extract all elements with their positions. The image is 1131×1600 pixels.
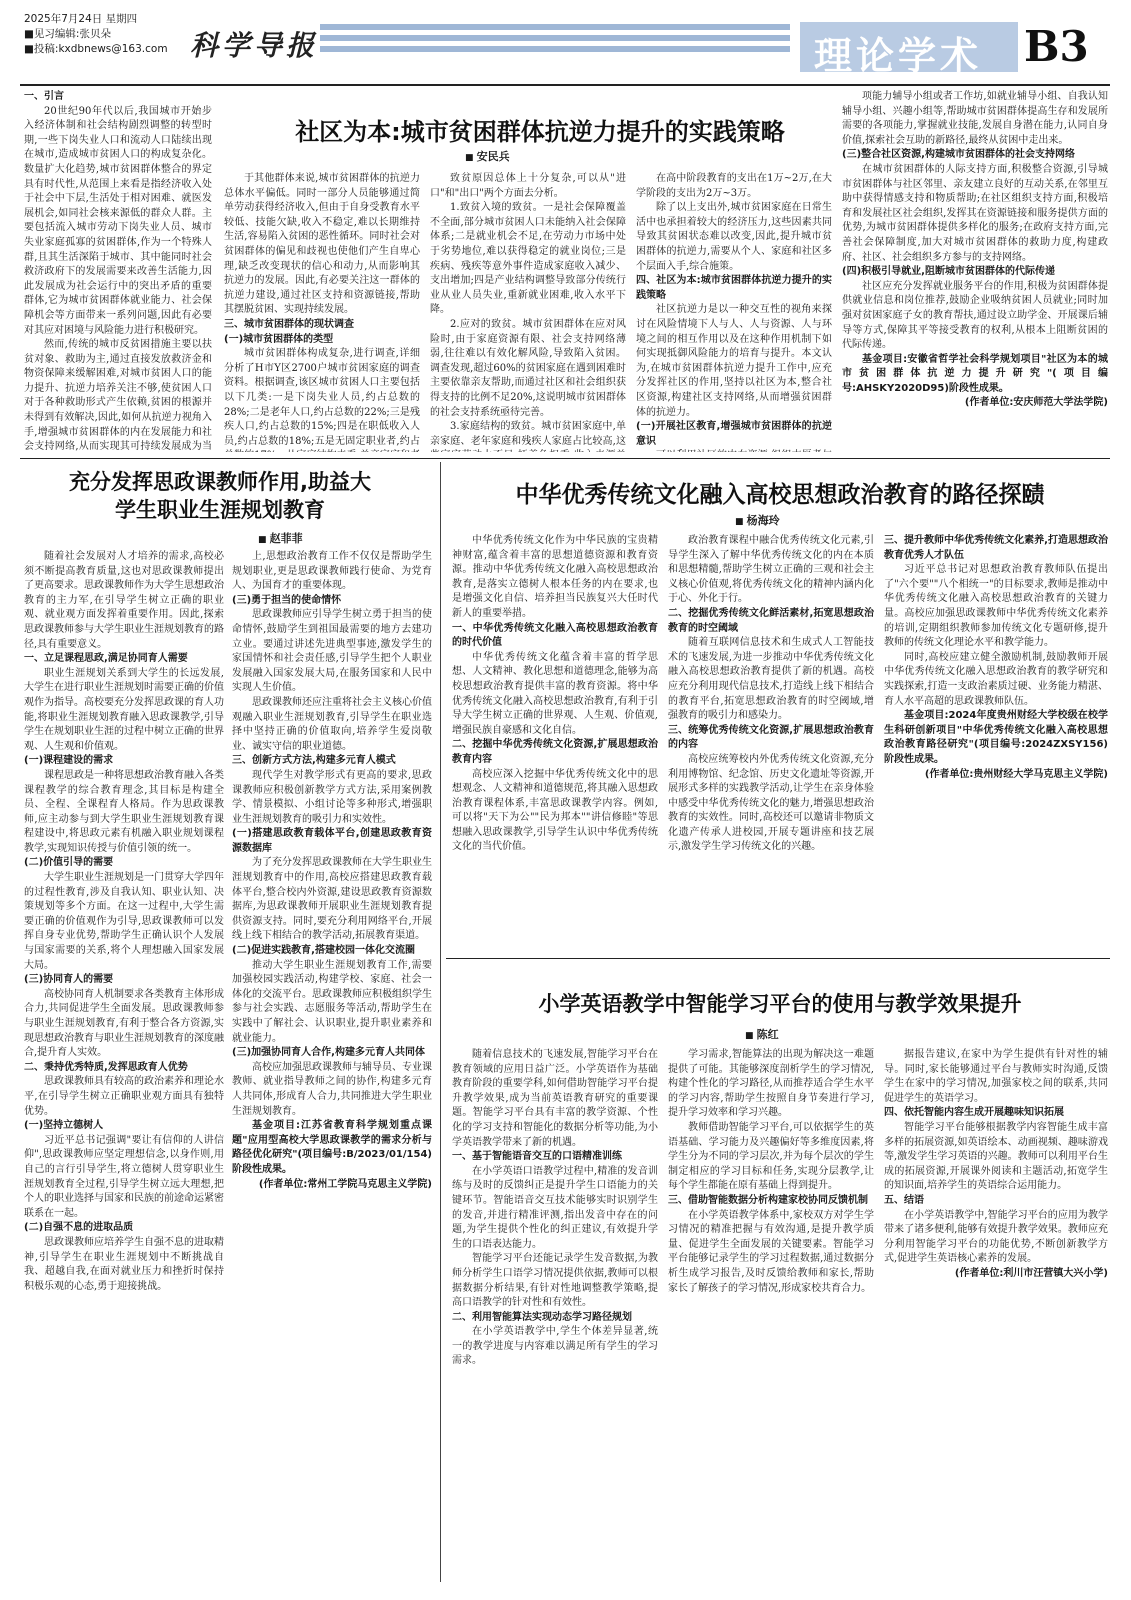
- paragraph: 致贫原因总体上十分复杂,可以从"进口"和"出口"两个方面去分析。: [430, 173, 626, 199]
- article-4-col-3: [884, 1048, 1108, 1580]
- paragraph: 在小学英语教学体系中,家校双方对学生学习情况的精准把握与有效沟通,是提升教学质量、促进学生全面发展的关键要素。智能学习平台能够记录学生的学习过程数据,通过数据分析生成学习报告,及时反馈给教师和家长,帮助家长了解孩子的学习情况,形成家校共育合力。: [668, 1209, 874, 1294]
- paragraph: 2.应对的致贫。城市贫困群体在应对风险时,由于家庭资源有限、社会支持网络薄弱,往往难以有效化解风险,导致陷入贫困。调查发现,超过60%的贫困家庭在遇到困难时主要依靠亲友帮助,而通过社区和社会组织获得支持的比例不足20%,这说明城市贫困群体的社会支持系统亟待完善。: [430, 318, 626, 418]
- paragraph: 然而,传统的城市反贫困措施主要以扶贫对象、救助为主,通过直接发放救济金和物资保障来缓解困难,对城市贫困人口的能力提升、抗逆力培养关注不够,使贫困人口对于各种救助形式产生依赖,贫困的根源并未得到有效解决,因此,如何从抗逆力视角入手,增强城市贫困群体的内在发展能力和社会支持网络,从而实现其可持续发展成为当: [24, 339, 212, 452]
- article-2-byline: ■ 赵菲菲: [258, 530, 303, 546]
- subheading: (三)协同育人的需要: [24, 974, 114, 986]
- paragraph: 为了充分发挥思政课教师在大学生职业生涯规划教育中的作用,高校应搭建思政教育载体平台,整合校内外资源,建设思政教育资源数据库,为思政课教师开展职业生涯规划教育提供资源支持。同时,要充分利用网络平台,开展线上线下相结合的教学活动,拓展教育渠道。: [232, 857, 432, 942]
- paragraph: 学习需求,智能算法的出现为解决这一难题提供了可能。其能够深度剖析学生的学习情况,构建个性化的学习路径,从而推荐适合学生水平的学习内容,帮助学生按照自身节奏进行学习,提升学习效率和学习兴趣。: [668, 1049, 874, 1119]
- paragraph: 教师借助智能学习平台,可以依据学生的英语基础、学习能力及兴趣偏好等多维度因素,将学生分为不同的学习层次,并为每个层次的学生制定相应的学习目标和任务,实现分层教学,让每个学生都能在原有基础上得到提升。: [668, 1121, 874, 1192]
- paragraph: 高校应加强思政课教师与辅导员、专业课教师、就业指导教师之间的协作,构建多元育人共同体,形成育人合力,共同推进大学生职业生涯规划教育。: [232, 1061, 432, 1117]
- subheading: (一)城市贫困群体的类型: [224, 333, 334, 345]
- article-3-col-3: [884, 534, 1108, 952]
- paragraph: 据报告建议,在家中为学生提供有针对性的辅导。同时,家长能够通过平台与教师实时沟通,反馈学生在家中的学习情况,加强家校之间的联系,共同促进学生的英语学习。: [884, 1049, 1108, 1104]
- subheading: (三)整合社区资源,构建城市贫困群体的社会支持网络: [842, 149, 1075, 161]
- article-4-byline: ■ 陈红: [745, 1026, 779, 1042]
- subheading: (二)促进实践教育,搭建校园一体化交流圈: [232, 945, 415, 957]
- section-banner: [800, 22, 1018, 78]
- fund-note: 基金项目:安徽省哲学社会科学规划项目"社区为本的城市贫困群体抗逆力提升研究"(项目编号:AHSKY2020D95)阶段性成果。: [842, 353, 1108, 394]
- subheading: 一、引言: [24, 91, 64, 102]
- paragraph: 大学生职业生涯规划是一门贯穿大学四年的过程性教育,涉及自我认知、职业认知、决策规划等多个方面。在这一过程中,大学生需要正确的价值观作为引导,思政课教师可以发挥自身专业优势,帮助学生正确认识个人发展与国家需要的关系,将个人理想融入国家发展大局。: [24, 872, 224, 971]
- paragraph: 职业生涯规划关系到大学生的长远发展,大学生在进行职业生涯规划时需要正确的价值观作为指导。高校要充分发挥思政课的育人功能,将职业生涯规划教育融入思政课教学,引导学生在规划职业生涯的过程中树立正确的世界观、人生观和价值观。: [24, 667, 224, 752]
- section-rule-2: [446, 958, 1110, 959]
- submission-email: ■投稿:kxdbnews@163.com: [24, 43, 168, 55]
- paragraph: 社区应充分发挥就业服务平台的作用,积极为贫困群体提供就业信息和岗位推荐,鼓励企业吸纳贫困人员就业;同时加强对贫困家庭子女的教育帮扶,通过设立助学金、开展课后辅导等方式,保障其平等接受教育的权利,从根本上阻断贫困的代际传递。: [842, 280, 1108, 351]
- author-affiliation: (作者单位:常州工学院马克思主义学院): [258, 1178, 432, 1190]
- paragraph: 城市贫困群体构成复杂,进行调查,详细分析了H市Y区2700户城市贫困家庭的调查资料。根据调查,该区城市贫困人口主要包括以下几类:一是下岗失业人员,约占总数的28%;二是老年人口,约占总数的22%;三是残疾人口,约占总数的15%;四是在职低收入人员,约占总数的18%;五是无固定职业者,约占: [224, 348, 420, 447]
- editor-credit: ■见习编辑:张贝朵: [24, 28, 111, 40]
- header-rule: [20, 84, 1110, 86]
- subheading: (一)课程建设的需求: [24, 755, 114, 767]
- paragraph: 随着信息技术的飞速发展,智能学习平台在教育领域的应用日益广泛。小学英语作为基础教育阶段的重要学科,如何借助智能学习平台提升教学效果,成为当前英语教育研究的重要课题。智能学习平台具有丰富的教学资源、个性化的学习支持和智能化的数据分析等功能,为小学英语教学带来了新的机遇。: [452, 1049, 658, 1148]
- subheading: (二)自强不息的进取品质: [24, 1222, 134, 1234]
- paragraph: 在高中阶段教育的支出在1万~2万,在大学阶段的支出为2万~3万。: [636, 173, 832, 199]
- subheading: 二、秉持优秀特质,发挥思政育人优势: [24, 1061, 188, 1073]
- subheading: 四、社区为本:城市贫困群体抗逆力提升的实践策略: [636, 275, 832, 301]
- paragraph: 于其他群体来说,城市贫困群体的抗逆力总体水平偏低。同时一部分人员能够通过简单劳动获得经济收入,但由于自身受教育水平较低、技能欠缺,收入不稳定,难以长期维持生活,容易陷入贫困的恶性循环。同时社会对贫困群体的偏见和歧视也使他们产生自卑心理,缺乏改变现状的信心和动力,从而影响其抗逆力的发展。因此,有必要关注这一群体的抗逆力建设,通过社区支持和资源链接,帮助其摆脱贫困、实现持续发展。: [224, 173, 420, 316]
- newspaper-logo: 科学导报: [190, 29, 319, 62]
- paragraph: 中华优秀传统文化作为中华民族的宝贵精神财富,蕴含着丰富的思想道德资源和教育资源。推动中华优秀传统文化融入高校思想政治教育,是落实立德树人根本任务的内在要求,也是增强文化自信、培养担当民族复兴大任时代新人的重要举措。: [452, 535, 658, 619]
- article-1-title: 社区为本:城市贫困群体抗逆力提升的实践策略: [295, 118, 785, 146]
- paragraph: 高校应统筹校内外优秀传统文化资源,充分利用博物馆、纪念馆、历史文化遗址等资源,开展形式多样的实践教学活动,让学生在亲身体验中感受中华优秀传统文化的魅力,增强思想政治教育的实效性。同时,高校还可以邀请非物质文化遗产传承人进校园,开展专题讲座和技艺展示,激发学生学习传统文化的兴趣。: [668, 753, 874, 853]
- section-name: 理论学术: [814, 34, 983, 78]
- article-3-byline: ■ 杨海玲: [735, 512, 780, 528]
- paragraph: 智能学习平台能够根据教学内容智能生成丰富多样的拓展资源,如英语绘本、动画视频、趣味游戏等,激发学生学习英语的兴趣。教师可以利用平台生成的拓展资源,开展课外阅读和主题活动,拓宽学生的知识面,培养学生的英语综合运用能力。: [884, 1121, 1108, 1192]
- subheading: 五、结语: [884, 1194, 924, 1206]
- subheading: (四)积极引导就业,阻断城市贫困群体的代际传递: [842, 266, 1055, 278]
- subheading: 二、利用智能算法实现动态学习路径规划: [452, 1311, 632, 1323]
- column-divider: [440, 462, 441, 1582]
- article-4-title: 小学英语教学中智能学习平台的使用与教学效果提升: [538, 992, 1022, 1016]
- subheading: 三、统筹优秀传统文化资源,扩展思想政治教育的内容: [668, 724, 874, 751]
- fund-note: 基金项目:2024年度贵州财经大学校级在校学生科研创新项目"中华优秀传统文化融入高校思想政治教育路径研究"(项目编号:2024ZXSY156)阶段性成果。: [884, 710, 1108, 765]
- paragraph: 课程思政是一种将思想政治教育融入各类课程教学的综合教育理念,其目标是构建全员、全程、全课程育人格局。作为思政课教师,应主动参与到大学生职业生涯规划教育课程建设中,将思政元素有机融入职业规划课程教学,实现知识传授与价值引领的统一。: [24, 769, 224, 854]
- article-3-col-2: [668, 534, 874, 952]
- subheading: 三、借助智能数据分析构建家校协同反馈机制: [668, 1194, 868, 1206]
- paragraph: 1.致贫入境的致贫。一是社会保障覆盖不全面,部分城市贫困人口未能纳入社会保障体系;二是就业机会不足,在劳动力市场中处于劣势地位,难以获得稳定的就业岗位;三是疾病、残疾等意外事件造成家庭收入减少、支出增加;四是产业结构调整导致部分传统行业从业人员失业,重新就业困难,收入水平下降。: [430, 202, 626, 316]
- paragraph: 思政课教师应培养学生自强不息的进取精神,引导学生在职业生涯规划中不断挑战自我、超越自我,在面对就业压力和挫折时保持积极乐观的心态,勇于迎接挑战。: [24, 1236, 224, 1292]
- paragraph: 3.家庭结构的致贫。城市贫困家庭中,单亲家庭、老年家庭和残疾人家庭占比较高,这: [430, 421, 626, 447]
- article-3-title: 中华优秀传统文化融入高校思想政治教育的路径探赜: [515, 482, 1045, 508]
- subheading: (一)坚持立德树人: [24, 1120, 104, 1132]
- paragraph: 思政课教师还应注重将社会主义核心价值观融入职业生涯规划教育,引导学生在职业选择中坚持正确的价值取向,培养学生爱岗敬业、诚实守信的职业道德。: [232, 696, 432, 752]
- subheading: (三)加强协同育人合作,构建多元育人共同体: [232, 1047, 425, 1059]
- paragraph: 项能力辅导小组或者工作坊,如就业辅导小组、自我认知辅导小组、兴趣小组等,帮助城市贫困群体提高生存和发展所需要的各项能力,掌握就业技能,发展自身潜在能力,认同自身价值,探索社会互助的新路径,最终从贫困中走出来。: [842, 91, 1108, 146]
- paragraph: 同时,高校应建立健全激励机制,鼓励教师开展中华优秀传统文化融入思想政治教育的教学研究和实践探索,打造一支政治素质过硬、业务能力精湛、育人水平高超的思政课教师队伍。: [884, 651, 1108, 707]
- article-1-col-5: [842, 90, 1108, 452]
- paragraph: 社区抗逆力是以一种交互性的视角来探讨在风险情境下人与人、人与资源、人与环境之间的相互作用以及在这种作用机制下如何实现抵御风险能力的培育与提升。本文认为,在城市贫困群体抗逆力提升工作中,应充分发挥社区的作用,坚持以社区为本,整合社区资源,构建社区支持网络,从而增强贫困群体的抗逆力。: [636, 304, 832, 418]
- subheading: 二、挖掘中华优秀传统文化资源,扩展思想政治教育内容: [452, 739, 658, 765]
- paragraph: 智能学习平台还能记录学生发音数据,为教师分析学生口语学习情况提供依据,教师可以根据数据分析结果,有针对性地调整教学策略,提高口语教学的针对性和有效性。: [452, 1253, 658, 1309]
- subheading: 一、中华优秀传统文化融入高校思想政治教育的时代价值: [452, 622, 658, 649]
- article-2-col-2: [232, 550, 432, 1580]
- subheading: (一)开展社区教育,增强城市贫困群体的抗逆意识: [636, 421, 832, 447]
- paragraph: 在城市贫困群体的人际支持方面,积极整合资源,引导城市贫困群体与社区邻里、亲友建立良好的互动关系,在邻里互助中获得情感支持和物质帮助;在社区组织支持方面,积极培育和发展社区社会组织,发挥其在资源链接和服务提供方面的优势,为城市贫困群体提供多样化的服务;在政府支持方面,完善社会保障制度,加大对城市贫困群体的救助力度,构建政府、社区、社会组织多方参与的支持网络。: [842, 163, 1108, 263]
- decorative-bars: [320, 20, 790, 60]
- paragraph: 随着社会发展对人才培养的需求,高校必须不断提高教育质量,这也对思政课教师提出了更高要求。思政课教师作为大学生思想政治教育的主力军,在引导学生树立正确的职业观、就业观方面发挥着重要作用。因此,探索思政课教师参与大学生职业生涯规划教育的路径,具有重要意义。: [24, 551, 224, 650]
- article-2-title: 充分发挥思政课教师作用,助益大学生职业生涯规划教育: [69, 470, 371, 522]
- article-1-col-4: [636, 172, 832, 452]
- subheading: (二)价值引导的需要: [24, 857, 114, 869]
- paragraph: 随着互联网信息技术和生成式人工智能技术的飞速发展,为进一步推动中华优秀传统文化融入高校思想政治教育提供了新的机遇。高校应充分利用现代信息技术,打造线上线下相结合的教育平台,拓宽思想政治教育的时空阈域,增强教育的吸引力和感染力。: [668, 637, 874, 722]
- paragraph: 在小学英语教学中,智能学习平台的应用为教学带来了诸多便利,能够有效提升教学效果。教师应充分利用智能学习平台的功能优势,不断创新教学方式,促进学生英语核心素养的发展。: [884, 1209, 1108, 1265]
- article-1-col-2: [224, 172, 420, 452]
- subheading: 一、基于智能语音交互的口语精准训练: [452, 1151, 622, 1163]
- article-4-col-2: [668, 1048, 874, 1580]
- subheading: 三、提升教师中华优秀传统文化素养,打造思想政治教育优秀人才队伍: [884, 535, 1108, 561]
- subheading: 三、城市贫困群体的现状调查: [224, 318, 354, 330]
- section-rule-1: [20, 458, 1110, 459]
- paragraph: 上,思想政治教育工作不仅仅是帮助学生规划职业,更是思政课教师践行使命、为党育人、为国育才的重要体现。: [232, 551, 432, 592]
- paragraph: 中华优秀传统文化蕴含着丰富的哲学思想、人文精神、教化思想和道德理念,能够为高校思想政治教育提供丰富的教育资源。将中华优秀传统文化融入高校思想政治教育,有利于引导大学生树立正确的世界观、人生观、价值观,增强民族自豪感和文化自信。: [452, 651, 658, 736]
- article-3-col-1: [452, 534, 658, 952]
- paragraph: 政治教育课程中融合优秀传统文化元素,引导学生深入了解中华优秀传统文化的内在本质和思想精髓,帮助学生树立正确的三观和社会主义核心价值观,将优秀传统文化的精神内涵内化于心、外化于行。: [668, 535, 874, 605]
- paragraph: [636, 449, 832, 452]
- paragraph: 20世纪90年代以后,我国城市开始步入经济体制和社会结构剧烈调整的转型时期,一些下岗失业人口和流动人口陆续出现在城市,造成城市贫困人口的构成复杂化。数量扩大化趋势,城市贫困群体整合的界定具有时代性,从范围上来看是指经济收入处于社会中下层,生活处于相对困难、就医发展机会,如同社会核来源低的群众人群。主要包括流入城市劳动下岗失业人员、城市失业家庭孤寡的贫困群体,作为一个特殊人群,且其生活深陷于城市、其中能同时社会救济政府下的发展需要来改善生活能力,因此发展成为社会运行中的突出矛盾的重要群体,它为城市贫困群体就业能力、社会保障机会等方面带来一系列问题,因此有必要对其应对困境与风险能力进行积极研究。: [24, 105, 212, 336]
- paragraph: 思政课教师具有较高的政治素养和理论水平,在引导学生树立正确职业观方面具有独特优势。: [24, 1076, 224, 1117]
- paragraph: 习近平总书记对思想政治教育教师队伍提出了"六个要""八个相统一"的目标要求,教师是推动中华优秀传统文化融入高校思想政治教育的关键力量。高校应加强思政课教师中华优秀传统文化素养的培训,定期组织教师参加传统文化专题研修,提升教师的传统文化理论水平和教学能力。: [884, 564, 1108, 649]
- author-affiliation: (作者单位:利川市汪营镇大兴小学): [954, 1267, 1108, 1279]
- subheading: 四、依托智能内容生成开展趣味知识拓展: [884, 1107, 1064, 1119]
- author-affiliation: (作者单位:安庆师范大学法学院): [964, 397, 1108, 409]
- subheading: (一)搭建思政教育载体平台,创建思政教育资源数据库: [232, 828, 432, 854]
- paragraph: 高校协同育人机制要求各类教育主体形成合力,共同促进学生全面发展。思政课教师参与职业生涯规划教育,有利于整合各方资源,实现思想政治教育与职业生涯规划教育的深度融合,提升育人实效。: [24, 988, 224, 1059]
- paragraph: 推动大学生职业生涯规划教育工作,需要加强校园实践活动,构建学校、家庭、社会一体化的交流平台。思政课教师应积极组织学生参与社会实践、志愿服务等活动,帮助学生在实践中了解社会、认识职业,提升职业素养和就业能力。: [232, 959, 432, 1044]
- page-header: [0, 0, 1131, 88]
- paragraph: 在小学英语教学中,学生个体差异显著,统一的教学进度与内容难以满足所有学生的学习需求。: [452, 1326, 658, 1367]
- paragraph: 习近平总书记强调"要让有信仰的人讲信仰",思政课教师应坚定理想信念,以身作则,用自己的言行引导学生,将立德树人贯穿职业生涯规划教育全过程,引导学生树立远大理想,把个人的职业选择与国家和民族的前途命运紧密联系在一起。: [24, 1134, 224, 1219]
- subheading: (三)勇于担当的使命情怀: [232, 594, 342, 606]
- author-affiliation: (作者单位:贵州财经大学马克思主义学院): [924, 768, 1108, 780]
- subheading: 三、创新方式方法,构建多元育人模式: [232, 755, 396, 767]
- article-1-byline: ■ 安民兵: [465, 148, 510, 164]
- page-number: B3: [1024, 22, 1089, 71]
- paragraph: 高校应深入挖掘中华优秀传统文化中的思想观念、人文精神和道德规范,将其融入思想政治教育课程体系,丰富思政课教学内容。例如,可以将"天下为公""民为邦本""讲信修睦"等思想融入思政课教学,引导学生认识中华优秀传统文化的当代价值。: [452, 768, 658, 853]
- paragraph: 思政课教师应引导学生树立勇于担当的使命情怀,鼓励学生到祖国最需要的地方去建功立业。要通过讲述先进典型事迹,激发学生的家国情怀和社会责任感,引导学生把个人职业发展融入国家发展大局,在服务国家和人民中实现人生价值。: [232, 609, 432, 694]
- masthead-meta: [24, 12, 168, 57]
- article-1-col-1: [24, 90, 212, 452]
- fund-note: 基金项目:江苏省教育科学规划重点课题"应用型高校大学思政课教学的需求分析与路径优化研究"(项目编号:B/2023/01/154)阶段性成果。: [232, 1120, 432, 1175]
- subheading: 二、挖掘优秀传统文化鲜活素材,拓宽思想政治教育的时空阈域: [668, 607, 874, 634]
- paragraph: 除了以上支出外,城市贫困家庭在日常生活中也承担着较大的经济压力,这些因素共同导致其贫困状态难以改变,因此,提升城市贫困群体的抗逆力,需要从个人、家庭和社区多个层面入手,综合施策。: [636, 202, 832, 272]
- issue-date: 2025年7月24日 星期四: [24, 13, 138, 25]
- article-2-col-1: [24, 550, 224, 1580]
- article-1-col-3: [430, 172, 626, 452]
- article-4-col-1: [452, 1048, 658, 1580]
- subheading: 一、立足课程思政,满足协同育人需要: [24, 653, 188, 665]
- paragraph: 在小学英语口语教学过程中,精准的发音训练与及时的反馈纠正是提升学生口语能力的关键环节。智能语音交互技术能够实时识别学生的发音,并进行精准评测,指出发音中存在的问题,为学生提供个性化的纠正建议,有效提升学生的口语表达能力。: [452, 1165, 658, 1250]
- paragraph: 现代学生对教学形式有更高的要求,思政课教师应积极创新教学方式方法,采用案例教学、情景模拟、小组讨论等多种形式,增强职业生涯规划教育的吸引力和实效性。: [232, 769, 432, 825]
